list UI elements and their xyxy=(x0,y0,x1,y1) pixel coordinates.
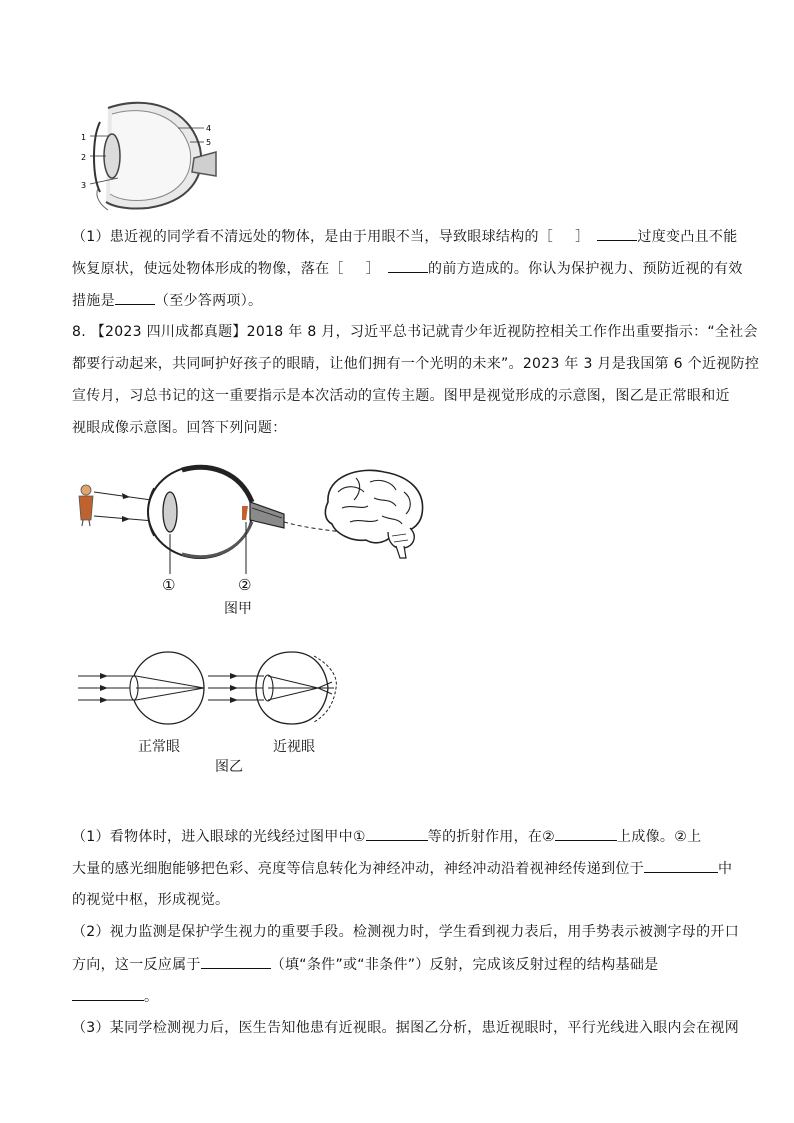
figure-yi-diagram xyxy=(78,644,348,734)
q8-line-1: 8. 【2023 四川成都真题】2018 年 8 月，习近平总书记就青少年近视防控相关工作作出重要指示：“全社会 xyxy=(72,324,758,340)
answer-blank[interactable] xyxy=(201,954,271,969)
marker-2: ② xyxy=(238,576,252,594)
label-2: 2 xyxy=(81,153,87,162)
label-4: 4 xyxy=(206,124,212,133)
answer-blank[interactable] xyxy=(555,826,617,841)
myopia-eye-diagram xyxy=(208,652,336,724)
sub2-line-2: 方向，这一反应属于 （填“条件”或“非条件”）反射，完成该反射过程的结构基础是 xyxy=(72,954,732,975)
answer-blank[interactable] xyxy=(72,986,144,1001)
person-icon xyxy=(79,485,93,526)
answer-blank[interactable] xyxy=(388,258,428,273)
q-prev-line-1: （1）患近视的同学看不清远处的物体，是由于用眼不当，导致眼球结构的［ ］ 过度变凸且不能 xyxy=(72,226,732,247)
marker-1: ① xyxy=(162,576,176,594)
answer-blank[interactable] xyxy=(366,826,428,841)
sub2-line-1: （2）视力监测是保护学生视力的重要手段。检测视力时，学生看到视力表后，用手势表示被测字母的开口 xyxy=(72,924,740,940)
answer-blank[interactable] xyxy=(644,858,718,873)
normal-eye-diagram xyxy=(78,652,204,724)
label-3: 3 xyxy=(81,181,87,190)
eye-structure-diagram xyxy=(78,98,218,216)
figure-jia-caption: 图甲 xyxy=(224,601,252,617)
sub1-line-1: （1）看物体时，进入眼球的光线经过图甲中① 等的折射作用，在② 上成像。②上 xyxy=(72,826,732,847)
q-prev-line-2: 恢复原状，使远处物体形成的物像，落在［ ］ 的前方造成的。你认为保护视力、预防近视的有效 xyxy=(72,258,732,279)
sub1-line-2: 大量的感光细胞能够把色彩、亮度等信息转化为神经冲动，神经冲动沿着视神经传递到位于 中 xyxy=(72,858,732,879)
label-5: 5 xyxy=(206,138,212,147)
sub1-line-3: 的视觉中枢，形成视觉。 xyxy=(72,892,230,908)
label-1: 1 xyxy=(81,133,87,142)
figure-yi-caption: 图乙 xyxy=(215,759,243,775)
sub2-line-3: 。 xyxy=(72,986,732,1007)
answer-blank[interactable] xyxy=(597,226,637,241)
answer-blank[interactable] xyxy=(115,290,155,305)
q-prev-line-3: 措施是 （至少答两项）。 xyxy=(72,290,732,311)
q8-line-4: 视眼成像示意图。回答下列问题： xyxy=(72,420,287,436)
myopia-eye-label: 近视眼 xyxy=(273,739,315,755)
q8-line-2: 都要行动起来，共同呵护好孩子的眼睛，让他们拥有一个光明的未来”。2023 年 3 月是我国第 6 个近视防控 xyxy=(72,356,760,372)
normal-eye-label: 正常眼 xyxy=(138,739,180,755)
brain-icon xyxy=(325,470,422,558)
sub3-line-1: （3）某同学检测视力后，医生告知他患有近视眼。据图乙分析，患近视眼时，平行光线进入眼内会在视网 xyxy=(72,1020,740,1036)
q8-line-3: 宣传月，习总书记的这一重要指示是本次活动的宣传主题。图甲是视觉形成的示意图，图乙是正常眼和近 xyxy=(72,388,730,404)
